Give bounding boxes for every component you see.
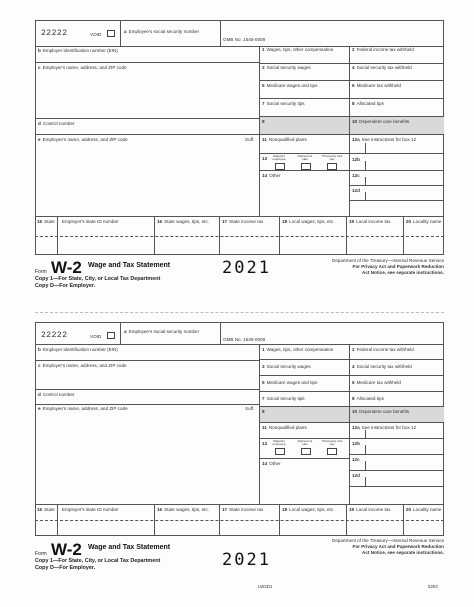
box-5-label: 5 Medicare wages and tips: [262, 380, 318, 385]
box-d-label: d Control number: [38, 121, 75, 126]
box-13-label: 13: [262, 156, 268, 161]
divider: [35, 118, 259, 119]
divider: [349, 170, 444, 171]
perforation: [35, 312, 444, 313]
void-label: VOID: [90, 334, 102, 339]
box-11-label: 11 Nonqualified plans: [262, 137, 307, 142]
divider: [365, 445, 366, 454]
sickpay-label: Third-party sick pay: [321, 154, 343, 162]
dept-block: [275, 538, 444, 556]
sickpay-checkbox[interactable]: [327, 163, 337, 170]
box-17-label: 17 State income tax: [222, 507, 264, 512]
divider: [259, 359, 444, 360]
divider: [349, 344, 350, 504]
divider: [35, 134, 259, 135]
box-c-label: c Employer's name, address, and ZIP code: [38, 363, 127, 368]
box-4-label: 4 Social security tax withheld: [352, 65, 412, 70]
divider: [365, 192, 366, 200]
privacy-line-2: Act Notice, see separate instructions.: [362, 550, 444, 555]
box-14-label: 14 Other: [262, 461, 281, 466]
box-12c-label: 12c: [352, 173, 360, 178]
box-16-label: 16 State wages, tips, etc.: [157, 507, 210, 512]
void-checkbox[interactable]: [107, 30, 115, 37]
tax-year: 2021: [222, 550, 271, 570]
retirement-label: Retirement plan: [297, 154, 313, 162]
box-7-label: 7 Social security tips: [262, 396, 305, 401]
divider: [259, 422, 444, 423]
divider: [35, 520, 444, 521]
divider: [35, 216, 444, 217]
privacy-line-1: For Privacy Act and Paperwork Reduction: [352, 264, 444, 269]
divider: [259, 458, 349, 459]
omb-number: OMB No. 1545-0008: [223, 337, 266, 342]
box-11-label: 11 Nonqualified plans: [262, 425, 307, 430]
box-d-label: d Control number: [38, 392, 75, 397]
divider: [349, 454, 444, 455]
divider: [35, 360, 259, 361]
sheet-code-left: LW2D1: [258, 584, 273, 589]
copy1-text: Copy 1—For State, City, or Local Tax Department: [35, 276, 161, 282]
divider: [35, 344, 444, 345]
box-19-label: 19 Local income tax: [349, 219, 391, 224]
box-15-label: 15 State: [37, 219, 55, 224]
box-8-label: 8 Allocated tips: [352, 101, 384, 106]
divider: [120, 322, 121, 344]
divider: [35, 389, 259, 390]
box-12d-label: 12d: [352, 188, 360, 193]
box-9-shade: [260, 407, 350, 422]
form-word: Form: [35, 551, 47, 557]
box-6-label: 6 Medicare tax withheld: [352, 83, 401, 88]
retirement-checkbox[interactable]: [301, 163, 311, 170]
box-a-label: a Employee's social security number: [124, 29, 200, 34]
divider: [259, 98, 444, 99]
omb-number: OMB No. 1545-0008: [223, 37, 266, 42]
divider: [365, 143, 366, 153]
box-2-label: 2 Federal income tax withheld: [352, 347, 414, 352]
box-16-label: 16 State wages, tips, etc.: [157, 219, 210, 224]
box-9-shade: [260, 117, 350, 134]
dept-text: Department of the Treasury—Internal Revenue Service: [331, 538, 444, 543]
box-12a-label: 12a See instructions for box 12: [352, 425, 417, 430]
box-b-label: b Employer identification number (EIN): [38, 48, 118, 53]
divider: [259, 438, 444, 439]
divider: [259, 375, 444, 376]
divider: [35, 404, 259, 405]
divider: [349, 470, 444, 471]
divider: [365, 461, 366, 470]
box-8-label: 8 Allocated tips: [352, 396, 384, 401]
box-15-label: 15 State: [37, 507, 55, 512]
box-14-label: 14 Other: [262, 173, 281, 178]
box-9-label: 9: [262, 409, 265, 414]
divider: [259, 153, 444, 154]
divider: [57, 216, 58, 255]
tax-year: 2021: [222, 258, 271, 278]
form-word: Form: [35, 269, 47, 275]
box-19-label: 19 Local income tax: [349, 507, 391, 512]
retirement-label: Retirement plan: [297, 439, 313, 447]
suff-label: Suff.: [245, 137, 255, 142]
divider: [349, 200, 444, 201]
box-6-label: 6 Medicare tax withheld: [352, 380, 401, 385]
box-c-label: c Employer's name, address, and ZIP code: [38, 65, 127, 70]
dept-text: Department of the Treasury—Internal Revenue Service: [331, 258, 444, 263]
divider: [365, 177, 366, 185]
box-12c-label: 12c: [352, 457, 360, 462]
control-code: 22222: [41, 331, 68, 340]
copyD-text: Copy D—For Employer.: [35, 565, 96, 571]
box-15-id-label: Employer's state ID number: [62, 219, 119, 224]
divider: [365, 430, 366, 438]
divider: [365, 477, 366, 486]
statutory-checkbox[interactable]: [275, 163, 285, 170]
divider: [259, 134, 444, 135]
box-13-label: 13: [262, 441, 268, 446]
divider: [349, 185, 444, 186]
form-title: Wage and Tax Statement: [88, 544, 171, 551]
box-4-label: 4 Social security tax withheld: [352, 364, 412, 369]
divider: [259, 344, 260, 504]
statutory-label: Statutory employee: [272, 154, 286, 162]
divider: [220, 20, 221, 46]
box-17-label: 17 State income tax: [222, 219, 264, 224]
divider: [259, 391, 444, 392]
control-code: 22222: [41, 29, 68, 38]
box-12b-label: 12b: [352, 441, 360, 446]
divider: [220, 322, 221, 344]
void-label: VOID: [90, 32, 102, 37]
sickpay-label: Third-party sick pay: [321, 439, 343, 447]
box-e-label: e Employee's name, address, and ZIP code: [38, 406, 128, 411]
box-5-label: 5 Medicare wages and tips: [262, 83, 318, 88]
box-3-label: 3 Social security wages: [262, 364, 311, 369]
box-7-label: 7 Social security tips: [262, 101, 305, 106]
box-10-label: 10 Dependent care benefits: [352, 409, 410, 414]
divider: [365, 161, 366, 170]
divider: [35, 62, 259, 63]
divider: [349, 486, 444, 487]
box-10-label: 10 Dependent care benefits: [352, 119, 410, 124]
copyD-text: Copy D—For Employer.: [35, 283, 96, 289]
suff-label: Suff.: [245, 406, 255, 411]
box-20-label: 20 Locality name: [406, 219, 442, 224]
statutory-checkbox[interactable]: [275, 448, 285, 455]
form-number: W-2: [51, 258, 82, 277]
copy1-text: Copy 1—For State, City, or Local Tax Department: [35, 558, 161, 564]
box-20-label: 20 Locality name: [406, 507, 442, 512]
box-18-label: 18 Local wages, tips, etc.: [282, 219, 335, 224]
dept-block: [275, 258, 444, 276]
statutory-label: Statutory employee: [272, 439, 286, 447]
form-title: Wage and Tax Statement: [88, 262, 171, 269]
divider: [259, 170, 349, 171]
divider: [259, 80, 444, 81]
box-12d-label: 12d: [352, 473, 360, 478]
privacy-line-2: Act Notice, see separate instructions.: [362, 270, 444, 275]
box-e-label: e Employee's name, address, and ZIP code: [38, 137, 128, 142]
divider: [35, 504, 444, 505]
divider: [259, 63, 444, 64]
sickpay-checkbox[interactable]: [327, 448, 337, 455]
box-3-label: 3 Social security wages: [262, 65, 311, 70]
box-2-label: 2 Federal income tax withheld: [352, 47, 414, 52]
privacy-line-1: For Privacy Act and Paperwork Reduction: [352, 544, 444, 549]
box-b-label: b Employer identification number (EIN): [38, 347, 118, 352]
sheet-code-right: 5204: [428, 584, 438, 589]
w2-form-bottom: [35, 322, 444, 607]
box-1-label: 1 Wages, tips, other compensation: [262, 347, 334, 352]
retirement-checkbox[interactable]: [301, 448, 311, 455]
box-12b-label: 12b: [352, 157, 360, 162]
box-9-label: 9: [262, 119, 265, 124]
box-1-label: 1 Wages, tips, other compensation: [262, 47, 334, 52]
divider: [35, 236, 444, 237]
box-18-label: 18 Local wages, tips, etc.: [282, 507, 335, 512]
box-15-id-label: Employer's state ID number: [62, 507, 119, 512]
form-number: W-2: [51, 540, 82, 559]
void-checkbox[interactable]: [107, 332, 115, 339]
divider: [120, 20, 121, 46]
w2-form-top: [35, 20, 444, 310]
box-12a-label: 12a See instructions for box 12: [352, 137, 417, 142]
box-a-label: a Employee's social security number: [124, 329, 200, 334]
